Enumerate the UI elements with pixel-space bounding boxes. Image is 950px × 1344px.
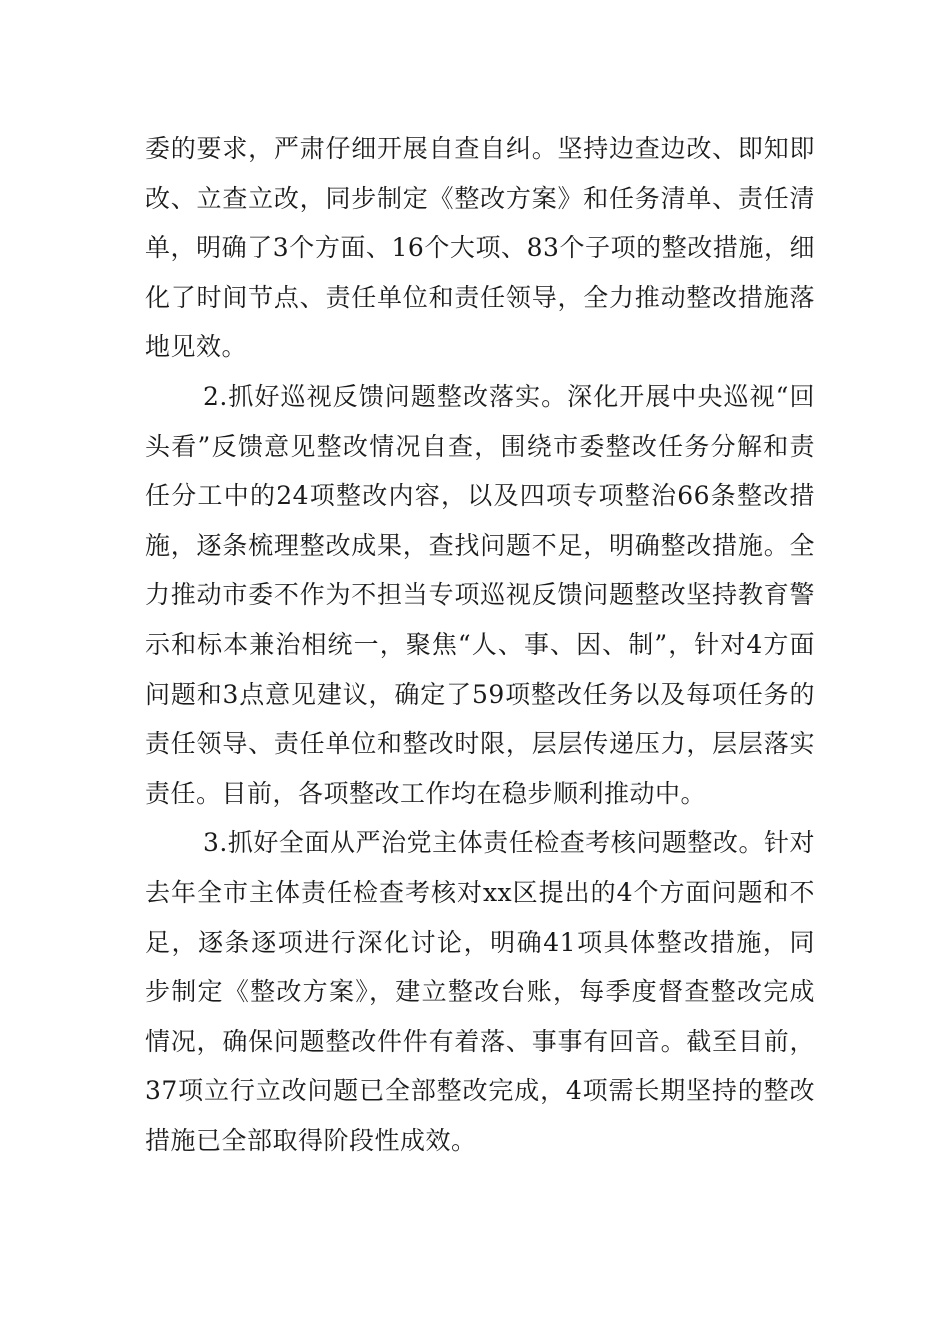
paragraph-item-2: 2.抓好巡视反馈问题整改落实。深化开展中央巡视“回头看”反馈意见整改情况自查，围绕市委整改任务分解和责任分工中的24项整改内容，以及四项专项整治66条整改措施，逐条梳理整改成果，查找问题不足，明确整改措施。全力推动市委不作为不担当专项巡视反馈问题整改坚持教育警示和标本兼治相统一，聚焦“人、事、因、制”，针对4方面问题和3点意见建议，确定了59项整改任务以及每项任务的责任领导、责任单位和整改时限，层层传递压力，层层落实责任。目前，各项整改工作均在稳步顺利推动中。 xyxy=(145,381,815,808)
paragraph-continued: 委的要求，严肃仔细开展自查自纠。坚持边查边改、即知即改、立查立改，同步制定《整改方案》和任务清单、责任清单，明确了3个方面、16个大项、83个子项的整改措施，细化了时间节点、责任单位和责任领导，全力推动整改措施落地见效。 xyxy=(145,134,815,362)
document-body xyxy=(145,124,815,1165)
paragraph-item-3: 3.抓好全面从严治党主体责任检查考核问题整改。针对去年全市主体责任检查考核对xx区提出的4个方面问题和不足，逐条逐项进行深化讨论，明确41项具体整改措施，同步制定《整改方案》，建立整改台账，每季度督查整改完成情况，确保问题整改件件有着落、事事有回音。截至目前，37项立行立改问题已全部整改完成，4项需长期坚持的整改措施已全部取得阶段性成效。 xyxy=(145,828,815,1155)
